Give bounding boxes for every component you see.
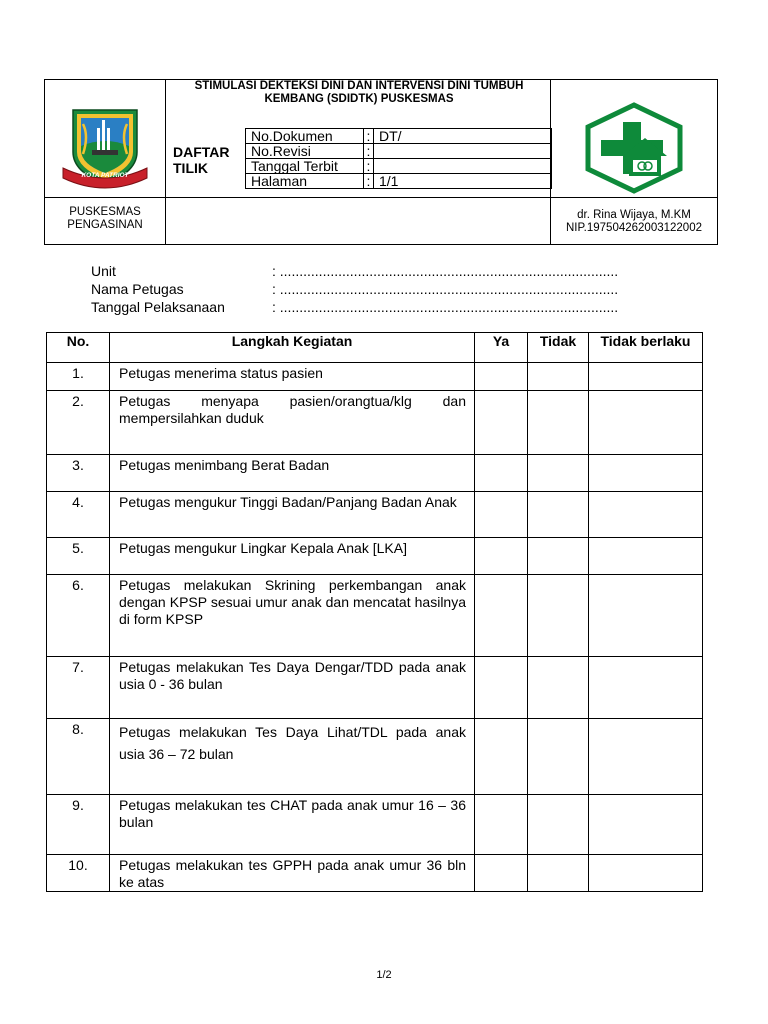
column-header-tidak: Tidak [528, 333, 589, 363]
column-header-ya: Ya [475, 333, 528, 363]
meta-separator: : [364, 129, 374, 144]
row-step: Petugas menerima status pasien [110, 363, 475, 391]
document-title: STIMULASI DEKTEKSI DINI DAN INTERVENSI DINI TUMBUH KEMBANG (SDIDTK) PUSKESMAS [194, 80, 524, 105]
meta-value: 1/1 [374, 174, 552, 189]
check-tidak-berlaku[interactable] [589, 391, 703, 455]
row-step: Petugas melakukan Tes Daya Dengar/TDD pada anak usia 0 - 36 bulan [110, 657, 475, 719]
unit-line1: PUSKESMAS [69, 206, 141, 218]
table-row [47, 719, 703, 795]
meta-label: No.Dokumen [246, 129, 364, 144]
check-tidak[interactable] [528, 575, 589, 657]
meta-label: No.Revisi [246, 144, 364, 159]
info-fill-line[interactable]: : ....................................................................................... [272, 263, 619, 279]
row-number: 7. [47, 657, 110, 719]
form-info-fields [91, 262, 618, 316]
column-header-no: No. [47, 333, 110, 363]
row-step: Petugas menyapa pasien/orangtua/klg dan mempersilahkan duduk [110, 391, 475, 455]
signer-nip: NIP.197504262003122002 [565, 222, 702, 234]
table-row [47, 575, 703, 657]
info-label: Unit [91, 263, 116, 279]
check-tidak-berlaku[interactable] [589, 492, 703, 538]
checklist-table [46, 332, 703, 892]
check-ya[interactable] [475, 363, 528, 391]
row-step: Petugas menimbang Berat Badan [110, 455, 475, 492]
table-row [47, 455, 703, 492]
row-step: Petugas melakukan Skrining perkembangan anak dengan KPSP sesuai umur anak dan mencatat hasilnya di form KPSP [110, 575, 475, 657]
row-number: 9. [47, 795, 110, 855]
document-meta-table [245, 128, 552, 189]
signer-block [551, 209, 717, 235]
meta-value [374, 159, 552, 174]
check-tidak[interactable] [528, 719, 589, 795]
row-number: 3. [47, 455, 110, 492]
row-step: Petugas melakukan tes GPPH pada anak umur 36 bln ke atas [110, 855, 475, 892]
info-row-tanggal [91, 298, 618, 316]
check-ya[interactable] [475, 492, 528, 538]
check-ya[interactable] [475, 657, 528, 719]
check-tidak-berlaku[interactable] [589, 455, 703, 492]
column-header-tidak-berlaku: Tidak berlaku [589, 333, 703, 363]
check-tidak-berlaku[interactable] [589, 657, 703, 719]
row-step: Petugas melakukan Tes Daya Lihat/TDL pada anak usia 36 – 72 bulan [110, 719, 475, 795]
row-number: 6. [47, 575, 110, 657]
check-ya[interactable] [475, 575, 528, 657]
check-ya[interactable] [475, 719, 528, 795]
info-fill-line[interactable]: : ....................................................................................... [272, 281, 619, 297]
document-type-line1: DAFTAR [173, 144, 230, 160]
check-tidak-berlaku[interactable] [589, 795, 703, 855]
meta-row [246, 144, 552, 159]
meta-row [246, 129, 552, 144]
signer-name: dr. Rina Wijaya, M.KM [577, 209, 691, 221]
row-number: 1. [47, 363, 110, 391]
check-tidak[interactable] [528, 855, 589, 892]
check-tidak[interactable] [528, 492, 589, 538]
column-header-langkah: Langkah Kegiatan [110, 333, 475, 363]
info-row-petugas [91, 280, 618, 298]
info-row-unit [91, 262, 618, 280]
row-number: 8. [47, 719, 110, 795]
meta-value: DT/ [374, 129, 552, 144]
info-label: Nama Petugas [91, 281, 184, 297]
row-step: Petugas mengukur Tinggi Badan/Panjang Badan Anak [110, 492, 475, 538]
meta-value [374, 144, 552, 159]
meta-separator: : [364, 174, 374, 189]
check-tidak[interactable] [528, 363, 589, 391]
table-row [47, 538, 703, 575]
check-tidak[interactable] [528, 455, 589, 492]
puskesmas-logo [583, 102, 685, 194]
check-tidak[interactable] [528, 391, 589, 455]
row-number: 2. [47, 391, 110, 455]
document-type [173, 144, 230, 176]
table-row [47, 795, 703, 855]
table-header-row [47, 333, 703, 363]
header-divider-bottom [45, 197, 717, 198]
check-ya[interactable] [475, 391, 528, 455]
emblem-banner-text: KOTA PATRIOT [81, 172, 129, 179]
puskesmas-unit-name [45, 206, 165, 232]
info-fill-line[interactable]: : ....................................................................................... [272, 299, 619, 315]
row-step: Petugas melakukan tes CHAT pada anak umur 16 – 36 bulan [110, 795, 475, 855]
table-row [47, 391, 703, 455]
table-row [47, 363, 703, 391]
check-tidak-berlaku[interactable] [589, 855, 703, 892]
check-ya[interactable] [475, 855, 528, 892]
check-ya[interactable] [475, 455, 528, 492]
check-tidak-berlaku[interactable] [589, 538, 703, 575]
check-ya[interactable] [475, 795, 528, 855]
city-emblem-logo [57, 106, 153, 192]
check-tidak[interactable] [528, 657, 589, 719]
table-row [47, 657, 703, 719]
row-step: Petugas mengukur Lingkar Kepala Anak [LKA] [110, 538, 475, 575]
row-number: 10. [47, 855, 110, 892]
page-number: 1/2 [376, 969, 392, 981]
check-tidak-berlaku[interactable] [589, 363, 703, 391]
meta-row [246, 174, 552, 189]
meta-separator: : [364, 144, 374, 159]
header-divider-left [165, 80, 166, 244]
info-label: Tanggal Pelaksanaan [91, 299, 225, 315]
unit-line2: PENGASINAN [67, 219, 143, 231]
table-row [47, 855, 703, 892]
check-tidak-berlaku[interactable] [589, 575, 703, 657]
row-number: 5. [47, 538, 110, 575]
row-number: 4. [47, 492, 110, 538]
document-type-line2: TILIK [173, 160, 208, 176]
meta-row [246, 159, 552, 174]
check-tidak[interactable] [528, 538, 589, 575]
meta-separator: : [364, 159, 374, 174]
document-header [44, 79, 718, 245]
check-tidak[interactable] [528, 795, 589, 855]
check-ya[interactable] [475, 538, 528, 575]
meta-label: Tanggal Terbit [246, 159, 364, 174]
meta-label: Halaman [246, 174, 364, 189]
table-row [47, 492, 703, 538]
check-tidak-berlaku[interactable] [589, 719, 703, 795]
